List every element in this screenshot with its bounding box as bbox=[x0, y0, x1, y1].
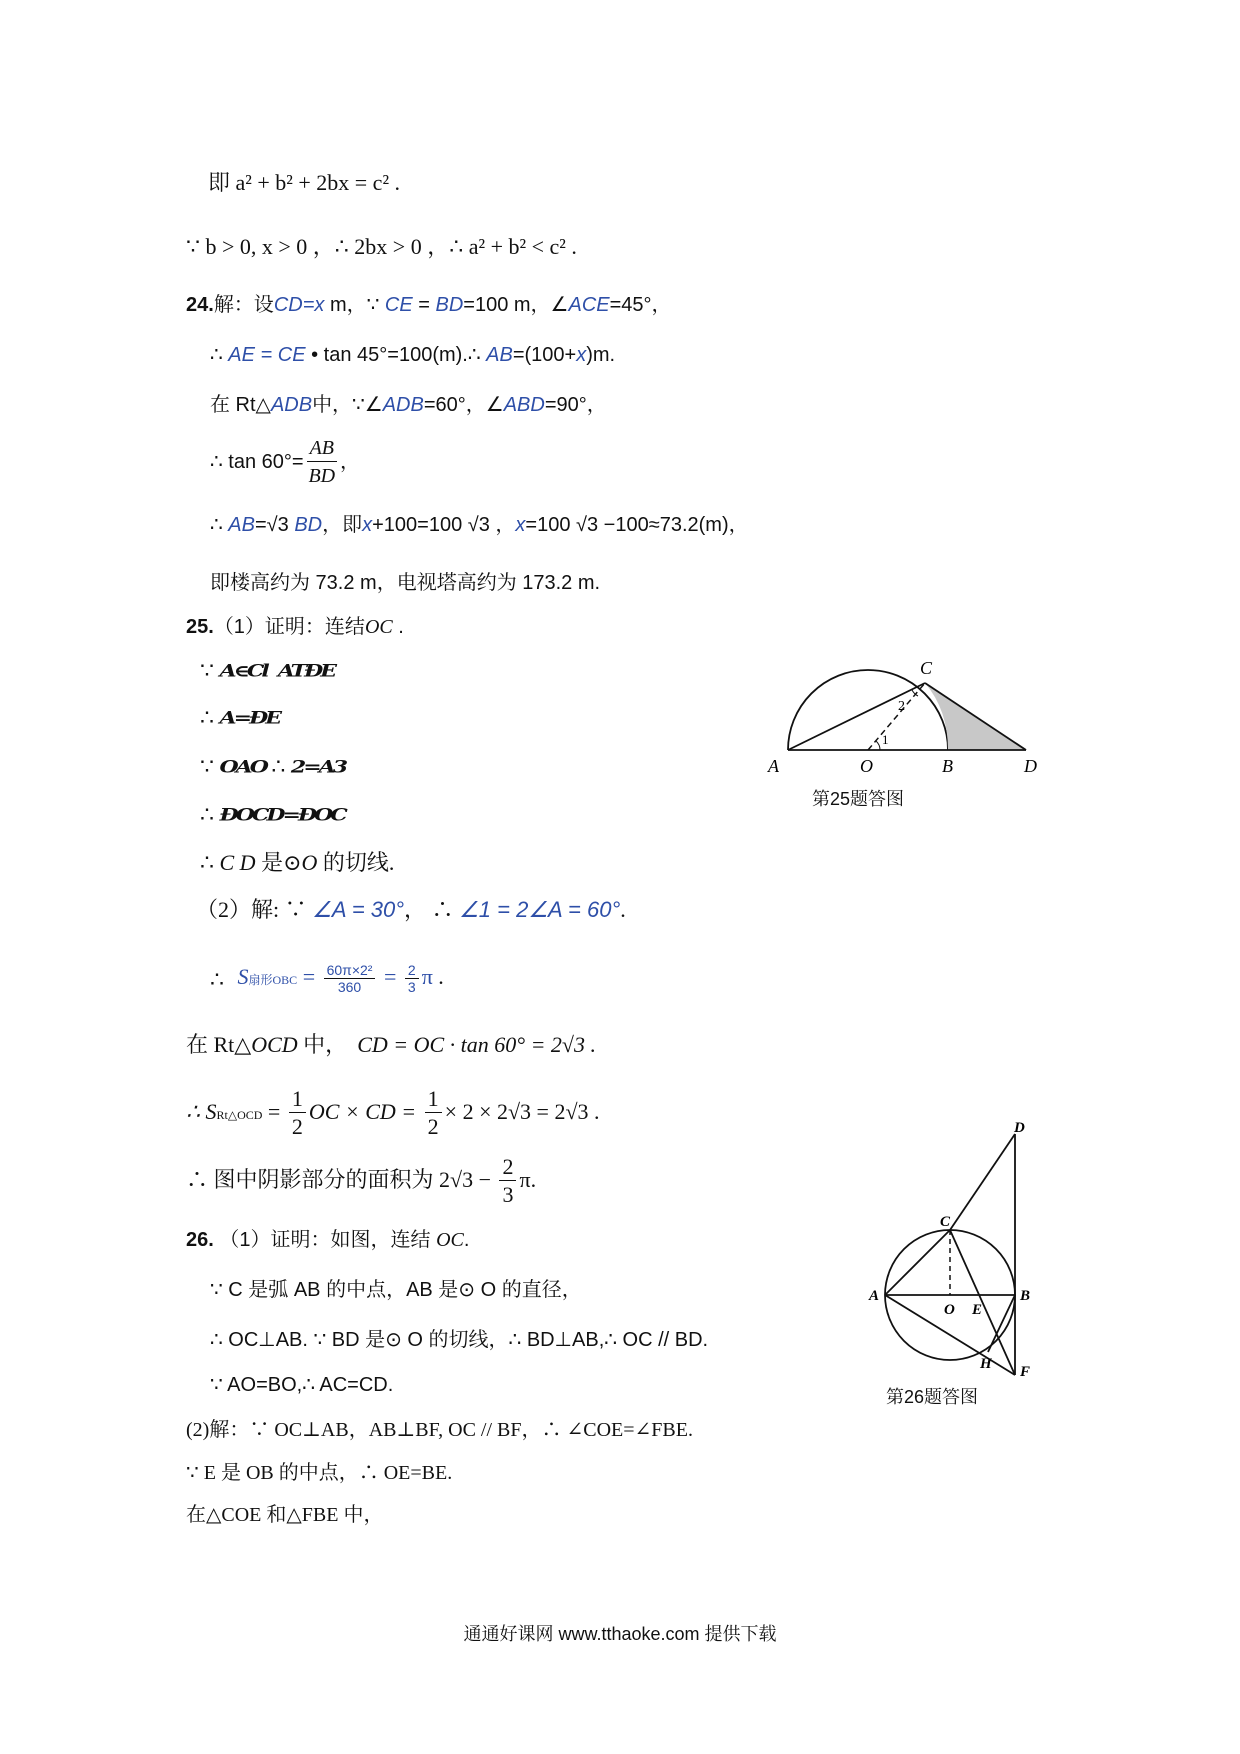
g3-a: ∵ bbox=[200, 754, 220, 779]
q24-text-f: BD bbox=[435, 294, 464, 316]
l10-e: . bbox=[620, 897, 626, 922]
line-15 bbox=[210, 1275, 582, 1305]
figure-26-caption: 第26题答图 bbox=[886, 1387, 979, 1407]
garbled-line-3 bbox=[200, 752, 345, 782]
l15-text: ∵ C 是弧 AB 的中点，AB 是⊙ O 的直径， bbox=[210, 1279, 582, 1301]
fig25-label-2: 2 bbox=[898, 699, 905, 714]
l11-sub: 扇形OBC bbox=[248, 973, 298, 987]
l9-a: ∴ bbox=[200, 850, 220, 875]
l6-denominator: BD bbox=[308, 465, 336, 488]
q24-line bbox=[186, 290, 672, 320]
figure-25 bbox=[760, 650, 1060, 810]
figure-26 bbox=[860, 1120, 1060, 1380]
figure-25-caption: 第25题答图 bbox=[812, 789, 905, 809]
fig25-label-O: O bbox=[860, 756, 873, 776]
l4-g: )m. bbox=[586, 344, 616, 366]
l7-g: +100=100 √3 ， bbox=[372, 514, 516, 536]
l7-e: ，即 bbox=[322, 514, 363, 536]
fig26-label-O: O bbox=[944, 1302, 955, 1318]
garbled-line-2 bbox=[200, 703, 279, 733]
l7-i: =100 √3 −100≈73.2(m)， bbox=[525, 514, 749, 536]
g1-c: ATÐE bbox=[277, 661, 334, 681]
q24-text-b: CD=x bbox=[273, 294, 325, 316]
l14-b: π. bbox=[519, 1167, 537, 1192]
q25-c: . bbox=[392, 616, 404, 638]
l13-den2: 2 bbox=[427, 1114, 439, 1140]
fig25-label-C: C bbox=[920, 658, 933, 678]
l13-fraction-1 bbox=[289, 1086, 306, 1141]
l9-b: C D bbox=[219, 850, 256, 875]
g2-b: A=ÐE bbox=[219, 708, 279, 728]
l11-eq: = bbox=[297, 964, 321, 989]
l6-a: ∴ tan 60°= bbox=[210, 451, 304, 473]
q24-text-e: = bbox=[412, 294, 436, 316]
line-16 bbox=[210, 1325, 708, 1355]
q24-text-d: CE bbox=[384, 294, 413, 316]
l19-text: ∵ E 是 OB 的中点，∴ OE=BE. bbox=[186, 1462, 453, 1484]
l12-b: OCD bbox=[251, 1032, 298, 1057]
g2-a: ∴ bbox=[200, 705, 220, 730]
line-4 bbox=[210, 340, 615, 370]
l4-d: AB bbox=[486, 344, 513, 366]
l5-a: 在 Rt△ bbox=[210, 394, 271, 416]
l13-num2: 1 bbox=[425, 1086, 442, 1113]
line-2-text: ∵ b > 0, x > 0 ，∴ 2bx > 0 ，∴ a² + b² < c² . bbox=[186, 234, 577, 259]
garbled-line-4 bbox=[200, 800, 345, 830]
line-7 bbox=[210, 510, 749, 540]
fig25-label-1: 1 bbox=[882, 732, 889, 747]
fig25-label-D: D bbox=[1024, 756, 1037, 776]
l7-f: x bbox=[362, 514, 373, 536]
line-11 bbox=[210, 952, 444, 1005]
q26-line bbox=[186, 1225, 469, 1255]
q24-text-i: =45°， bbox=[609, 294, 672, 316]
fig26-label-C: C bbox=[940, 1214, 951, 1230]
line-9 bbox=[200, 848, 394, 878]
l7-a: ∴ bbox=[210, 514, 229, 536]
q25-line bbox=[186, 612, 404, 642]
l5-e: =60°，∠ bbox=[423, 394, 504, 416]
l14-a: ∴ 图中阴影部分的面积为 2√3 − bbox=[186, 1167, 497, 1192]
q26-number: 26. bbox=[186, 1229, 214, 1251]
line-5 bbox=[210, 390, 607, 420]
q25-a: （1）证明：连结 bbox=[213, 616, 365, 638]
line-18 bbox=[186, 1415, 693, 1445]
q26-b: OC bbox=[436, 1229, 464, 1251]
l9-c: 是⊙ bbox=[255, 850, 302, 875]
line-19 bbox=[186, 1458, 452, 1488]
line-13 bbox=[186, 1082, 600, 1145]
l13-den: 2 bbox=[291, 1114, 303, 1140]
l12-d: CD = OC · tan 60° = 2√3 . bbox=[357, 1032, 596, 1057]
l11-end: . bbox=[432, 964, 444, 989]
page-footer: 通通好课网 www.tthaoke.com 提供下载 bbox=[463, 1624, 777, 1644]
fig26-label-H: H bbox=[980, 1356, 992, 1372]
l10-a: （2）解: ∵ bbox=[196, 897, 313, 922]
line-17 bbox=[210, 1370, 393, 1400]
g3-d: 2=A3 bbox=[290, 757, 346, 777]
l9-d: O bbox=[301, 850, 318, 875]
l6-fraction bbox=[307, 435, 337, 490]
q25-number: 25. bbox=[186, 616, 214, 638]
l7-h: x bbox=[515, 514, 526, 536]
l5-f: ABD bbox=[503, 394, 545, 416]
l11-eq2: = bbox=[378, 964, 402, 989]
l10-d: ∠1 = 2∠A = 60° bbox=[459, 897, 621, 922]
l11-den2: 3 bbox=[407, 979, 416, 996]
fig26-label-D: D bbox=[1014, 1120, 1025, 1136]
q25-b: OC bbox=[364, 616, 393, 638]
l7-c: =√3 bbox=[254, 514, 295, 536]
l13-c: OC × CD = bbox=[308, 1099, 422, 1124]
line-1-text: 即 a² + b² + 2bx = c² . bbox=[208, 170, 401, 195]
fig26-label-A: A bbox=[869, 1288, 880, 1304]
g1-b: A∈Cl bbox=[219, 661, 267, 681]
l4-c: • tan 45°=100(m).∴ bbox=[305, 344, 487, 366]
l6-b: ， bbox=[340, 451, 361, 473]
l11-fraction-1 bbox=[324, 962, 376, 995]
l4-a: ∴ bbox=[210, 344, 229, 366]
line-2 bbox=[186, 232, 577, 262]
l5-g: =90°， bbox=[544, 394, 607, 416]
q24-text-h: ACE bbox=[568, 294, 610, 316]
l5-d: ADB bbox=[382, 394, 424, 416]
line-14 bbox=[186, 1150, 536, 1210]
l14-fraction bbox=[499, 1154, 516, 1209]
l11-pi: π bbox=[421, 964, 433, 989]
l14-den: 3 bbox=[502, 1182, 514, 1208]
l13-e: × 2 × 2√3 = 2√3 . bbox=[444, 1099, 600, 1124]
q24-text-g: =100 m，∠ bbox=[463, 294, 569, 316]
l7-d: BD bbox=[294, 514, 323, 536]
g4-a: ∴ bbox=[200, 802, 220, 827]
l13-num: 1 bbox=[289, 1086, 306, 1113]
fig26-label-F: F bbox=[1020, 1364, 1031, 1380]
q26-a: （1）证明：如图，连结 bbox=[213, 1229, 437, 1251]
l13-a: ∴ S bbox=[186, 1099, 217, 1124]
l11-den: 360 bbox=[337, 979, 362, 996]
l13-b: = bbox=[262, 1099, 286, 1124]
l13-sub: Rt△OCD bbox=[216, 1108, 263, 1122]
fig26-label-B: B bbox=[1020, 1288, 1031, 1304]
line-1 bbox=[208, 168, 400, 198]
l11-num: 60π×2² bbox=[324, 962, 376, 979]
l6-numerator: AB bbox=[307, 435, 337, 462]
line-10 bbox=[196, 895, 626, 925]
l14-num: 2 bbox=[499, 1154, 516, 1181]
garbled-line-1 bbox=[200, 656, 334, 686]
fig26-label-E: E bbox=[972, 1302, 983, 1318]
l11-S: S bbox=[237, 964, 249, 989]
l8-text: 即楼高约为 73.2 m，电视塔高约为 173.2 m. bbox=[210, 572, 601, 594]
l13-fraction-2 bbox=[425, 1086, 442, 1141]
fig25-label-B: B bbox=[942, 756, 953, 776]
l5-c: 中，∵∠ bbox=[312, 394, 383, 416]
l11-a: ∴ bbox=[210, 967, 224, 992]
l5-b: ADB bbox=[270, 394, 313, 416]
q24-number: 24. bbox=[186, 294, 214, 316]
g1-a: ∵ bbox=[200, 658, 220, 683]
l4-b: AE = CE bbox=[228, 344, 306, 366]
l12-c: 中， bbox=[297, 1032, 348, 1057]
l10-b: ∠A = 30° bbox=[312, 897, 405, 922]
l17-text: ∵ AO=BO,∴ AC=CD. bbox=[210, 1374, 394, 1396]
l11-fraction-2 bbox=[405, 962, 419, 995]
line-8 bbox=[210, 568, 600, 598]
l18-text: (2)解：∵ OC⊥AB，AB⊥BF, OC // BF，∴ ∠COE=∠FBE. bbox=[186, 1419, 693, 1441]
l12-a: 在 Rt△ bbox=[186, 1032, 252, 1057]
line-20 bbox=[186, 1500, 383, 1530]
g3-c: ∴ bbox=[265, 754, 291, 779]
l16-text: ∴ OC⊥AB. ∵ BD 是⊙ O 的切线，∴ BD⊥AB,∴ OC // BD. bbox=[210, 1329, 709, 1351]
g4-b: ÐOCD=ÐOC bbox=[219, 805, 345, 825]
fig25-label-A: A bbox=[768, 756, 779, 776]
line-6 bbox=[210, 432, 360, 492]
line-12 bbox=[186, 1030, 596, 1060]
l11-expression bbox=[238, 952, 433, 1005]
q26-c: . bbox=[463, 1229, 470, 1251]
l9-e: 的切线. bbox=[317, 850, 395, 875]
q24-text-a: 解：设 bbox=[213, 294, 274, 316]
l4-e: =(100+ bbox=[512, 344, 577, 366]
q24-text-c: m，∵ bbox=[324, 294, 385, 316]
l10-c: ， ∴ bbox=[404, 897, 460, 922]
g3-b: OAO bbox=[219, 757, 266, 777]
l7-b: AB bbox=[228, 514, 255, 536]
l4-f: x bbox=[576, 344, 587, 366]
l11-num2: 2 bbox=[405, 962, 419, 979]
l20-text: 在△COE 和△FBE 中， bbox=[186, 1504, 384, 1526]
